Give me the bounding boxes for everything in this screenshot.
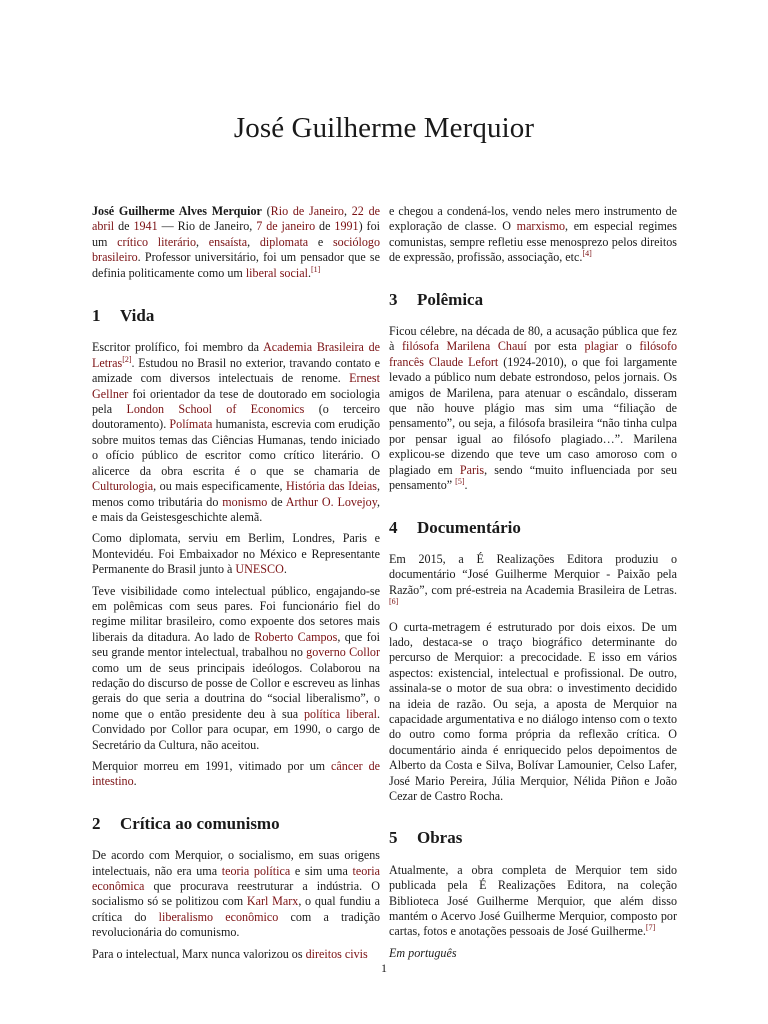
link-critico-literario[interactable]: crítico literário — [117, 234, 197, 249]
obras-paragraph: Atualmente, a obra completa de Merquior tem sido publicada pela É Realizações Editora, na coleção Biblioteca José Guilherme Merquior, que além disso mantém o Acervo José Guilherme Merquior, composto por cartas, fotos e anotações pessoais de José Guilherme.[7] — [389, 862, 677, 939]
link-governo-collor[interactable]: governo Collor — [306, 645, 380, 660]
section-heading-polemica: 3 Polêmica — [389, 289, 484, 309]
ref-1[interactable]: [1] — [310, 264, 321, 274]
page-title: José Guilherme Merquior — [233, 112, 535, 144]
documentario-paragraph-1: Em 2015, a É Realizações Editora produziu o documentário “José Guilherme Merquior - Paixão pela Razão”, com pré-estreia na Academia Brasileira de Letras.[6] — [389, 551, 677, 607]
link-monismo[interactable]: monismo — [222, 494, 268, 509]
link-rio-de-janeiro[interactable]: Rio de Janeiro — [270, 204, 344, 218]
critica-paragraph-2-start: Para o intelectual, Marx nunca valorizou os direitos civis — [92, 946, 368, 961]
link-claude-lefort[interactable]: filósofo francês Claude Lefort — [389, 339, 678, 369]
link-sociologo[interactable]: sociólogo brasileiro — [92, 234, 380, 265]
link-unesco[interactable]: UNESCO — [235, 562, 284, 577]
critica-paragraph-2-continued: e chegou a condená-los, vendo neles mero instrumento de exploração de classe. O marxismo, em especial regimes comunistas, sempre refletiu esse menosprezo pelos direitos de expressão, profissão, associação, etc.[4] — [389, 204, 677, 265]
vida-paragraph-4: Merquior morreu em 1991, vitimado por um câncer de intestino. — [92, 759, 380, 789]
link-plagiar[interactable]: plagiar — [584, 339, 619, 354]
section-heading-critica: 2 Crítica ao comunismo — [92, 813, 280, 833]
link-paris[interactable]: Paris — [459, 462, 485, 477]
link-gellner[interactable]: Ernest Gellner — [92, 371, 380, 401]
link-politica-liberal[interactable]: política liberal — [303, 706, 377, 721]
link-teoria-politica[interactable]: teoria política — [221, 863, 291, 878]
vida-paragraph-2: Como diplomata, serviu em Berlim, Londres, Paris e Montevidéu. Foi Embaixador no México e Representante Permanente do Brasil junto à UNESCO. — [92, 531, 380, 577]
link-lovejoy[interactable]: Arthur O. Lovejoy — [285, 494, 377, 509]
section-heading-vida: 1 Vida — [92, 306, 155, 326]
link-diplomata[interactable]: diplomata — [259, 234, 309, 249]
link-lse[interactable]: London School of Economics — [126, 402, 305, 417]
ref-7[interactable]: [7] — [645, 923, 656, 933]
link-marilena-chaui[interactable]: filósofa Marilena Chauí — [402, 339, 527, 354]
link-death-year[interactable]: 1991 — [334, 219, 359, 234]
subheading-em-portugues: Em português — [389, 945, 457, 960]
link-roberto-campos[interactable]: Roberto Campos — [254, 629, 338, 644]
section-heading-obras: 5 Obras — [389, 828, 463, 848]
link-liberal-social[interactable]: liberal social — [245, 265, 308, 280]
link-academia[interactable]: Academia Brasileira de Letras — [92, 340, 380, 370]
link-birth-day[interactable]: 22 de abril — [92, 204, 381, 234]
ref-4[interactable]: [4] — [582, 249, 592, 259]
link-direitos-civis[interactable]: direitos civis — [305, 946, 368, 961]
ref-5[interactable]: [5] — [455, 477, 465, 487]
ref-6[interactable]: [6] — [389, 597, 399, 607]
link-cancer-intestino[interactable]: câncer de intestino — [92, 759, 380, 789]
subject-name: José Guilherme Alves Merquior — [92, 204, 262, 218]
section-heading-documentario: 4 Documentário — [389, 517, 521, 537]
critica-paragraph-1: De acordo com Merquior, o socialismo, em suas origens intelectuais, não era uma teoria política e sim uma teoria econômica que procurava reestruturar a indústria. O socialismo só se politizou com Karl Marx, o qual fundiu a crítica do liberalismo econômico com a tradição revolucionária do comunismo. — [92, 848, 380, 940]
polemica-paragraph: Ficou célebre, na década de 80, a acusação pública que fez à filósofa Marilena Chauí por esta plagiar o filósofo francês Claude Lefort (1924-2010), o que foi largamente levado a público num debate estrondoso, pelos jornais. Os amigos de Marilena, para atenuar o escândalo, disseram que não houve plágio mas sim uma “filiação de pensamento”, ou seja, a filósofa brasileira “não tinha culpa por pensar igual ao filósofo plagiado…”. Marilena explicou-se dizendo que teve um caso amoroso com o plagiado em Paris, sendo “muito influenciada por seu pensamento” [5]. — [389, 324, 678, 493]
link-polimata[interactable]: Polímata — [169, 417, 213, 432]
left-column — [92, 204, 380, 968]
right-column — [389, 204, 677, 967]
link-karl-marx[interactable]: Karl Marx — [246, 894, 299, 909]
intro-paragraph: José Guilherme Alves Merquior (Rio de Janeiro, 22 de abril de 1941 — Rio de Janeiro, 7 de janeiro de 1991) foi um crítico literário, ensaísta, diplomata e sociólogo brasileiro. Professor universitário, foi um pensador que se definia politicamente como um liberal social.[1] — [92, 204, 381, 280]
vida-paragraph-1: Escritor prolífico, foi membro da Academia Brasileira de Letras[2]. Estudou no Brasil no exterior, travando contato e amizade com diversos intelectuais de renome. Ernest Gellner foi orientador da tese de doutorado em sociologia pela London School of Economics (o terceiro doutoramento). Polímata humanista, escrevia com erudição sobre muitos temas das Ciências Humanas, tendo iniciado o ofício público de escritor como crítico literário. O alicerce da obra escrita é o que se chamaria de Culturologia, ou mais especificamente, História das Ideias, menos como tributária do monismo de Arthur O. Lovejoy, e mais da Geistesgeschichte alemã. — [92, 340, 381, 524]
link-culturologia[interactable]: Culturologia — [92, 479, 154, 494]
link-ensaista[interactable]: ensaísta — [208, 234, 248, 249]
link-birth-year[interactable]: 1941 — [133, 219, 158, 234]
ref-2[interactable]: [2] — [122, 354, 132, 364]
vida-paragraph-3: Teve visibilidade como intelectual público, engajando-se em polêmicas com seus pares. Foi funcionário fiel do regime militar brasileiro, como expoente dos setores mais liberais da ditadura. Ao lado de Roberto Campos, que foi seu grande mentor intelectual, trabalhou no governo Collor como um de seus principais ideólogos. Colaborou na redação do discurso de posse de Collor e escreveu as linhas gerais do que seria a doutrina do “social liberalismo”, o nome que o então presidente deu à sua política liberal. Convidado por Collor para ocupar, em 1990, o cargo de Secretário da Cultura, não aceitou. — [92, 583, 381, 752]
link-historia-ideias[interactable]: História das Ideias — [286, 479, 377, 494]
documentario-paragraph-2: O curta-metragem é estruturado por dois eixos. De um lado, destaca-se o traço biográfico determinante do percurso de Merquior: a precocidade. E isso em vários aspectos: existencial, intelectual e profissional. De outro, assinala-se o motor de sua obra: o investimento decidido na ideia de razão. Ou seja, a aposta de Merquior na capacidade argumentativa e no diálogo intenso com o texto do outro como forma própria da reflexão crítica. O documentário ainda é enriquecido pelos depoimentos de Alberto da Costa e Silva, Bolívar Lamounier, Celso Lafer, José Mario Pereira, Júlia Merquior, Nélida Piñon e João Cezar de Castro Rocha. — [389, 619, 677, 803]
link-marxismo[interactable]: marxismo — [516, 219, 566, 234]
link-death-day[interactable]: 7 de janeiro — [256, 219, 316, 234]
link-liberalismo-economico[interactable]: liberalismo econômico — [158, 909, 279, 924]
link-teoria-economica[interactable]: teoria econômica — [92, 863, 380, 894]
page-number: 1 — [381, 961, 387, 975]
